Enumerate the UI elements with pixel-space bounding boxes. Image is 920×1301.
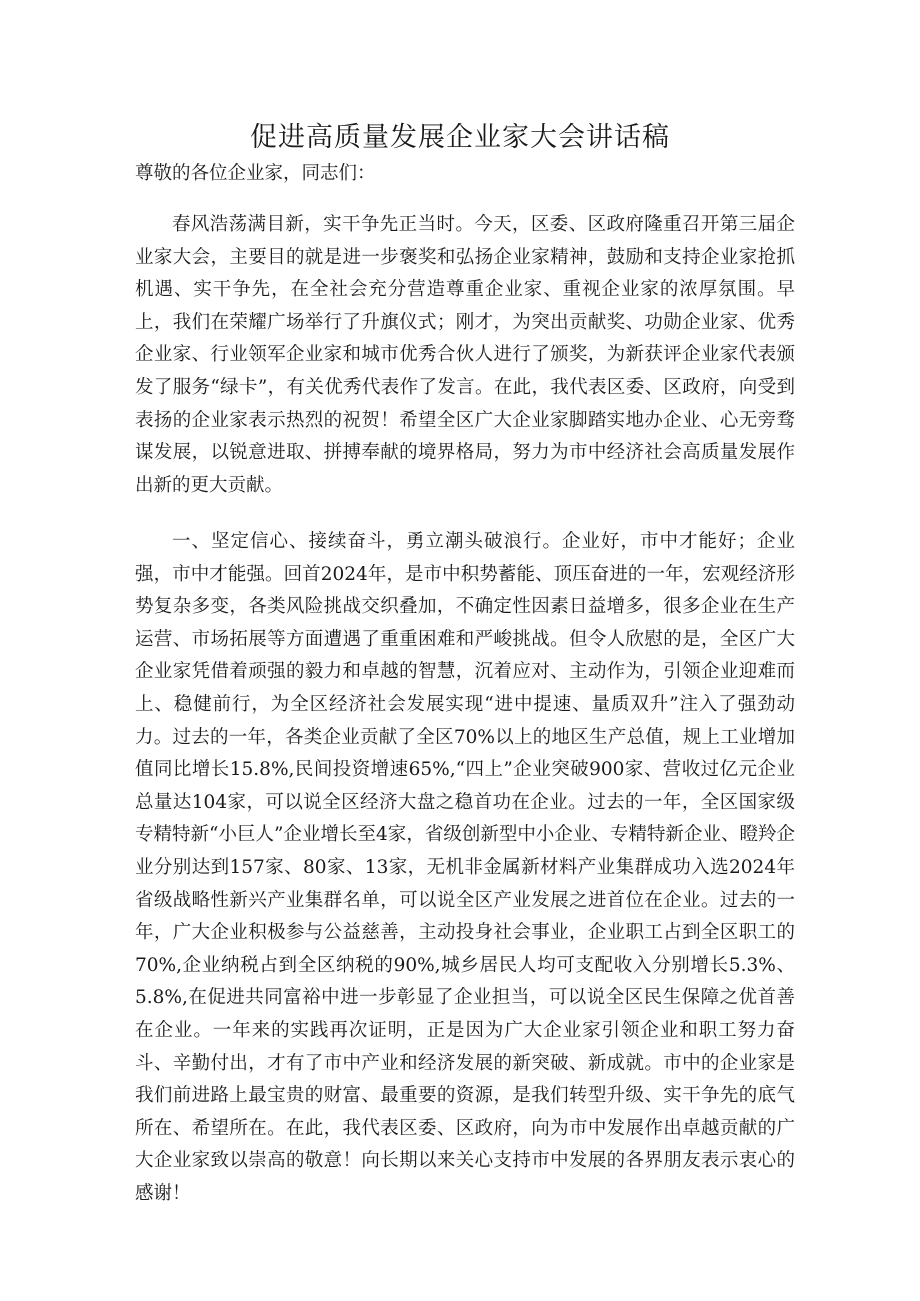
salutation: 尊敬的各位企业家，同志们： [135,163,376,184]
document-title: 促进高质量发展企业家大会讲话稿 [250,122,670,153]
paragraph-section-one: 一、坚定信心、接续奋斗，勇立潮头破浪行。企业好，市中才能好；企业强，市中才能强。回首2024年，是市中积势蓄能、顶压奋进的一年，宏观经济形势复杂多变，各类风险挑战交织叠加，不确定性因素日益增多，很多企业在生产运营、市场拓展等方面遭遇了重重困难和严峻挑战。但令人欣慰的是，全区广大企业家凭借着顽强的毅力和卓越的智慧，沉着应对、主动作为，引领企业迎难而上、稳健前行，为全区经济社会发展实现“进中提速、量质双升”注入了强劲动力。过去的一年，各类企业贡献了全区70%以上的地区生产总值，规上工业增加值同比增长15.8%,民间投资增速65%,“四上”企业突破900家、营收过亿元企业总量达104家，可以说全区经济大盘之稳首功在企业。过去的一年，全区国家级专精特新“小巨人”企业增长至4家，省级创新型中小企业、专精特新企业、瞪羚企业分别达到157家、80家、13家，无机非金属新材料产业集群成功入选2024年省级战略性新兴产业集群名单，可以说全区产业发展之进首位在企业。过去的一年，广大企业积极参与公益慈善，主动投身社会事业，企业职工占到全区职工的70%,企业纳税占到全区纳税的90%,城乡居民人均可支配收入分别增长5.3%、5.8%,在促进共同富裕中进一步彰显了企业担当，可以说全区民生保障之优首善在企业。一年来的实践再次证明，正是因为广大企业家引领企业和职工努力奋斗、辛勤付出，才有了市中产业和经济发展的新突破、新成就。市中的企业家是我们前进路上最宝贵的财富、最重要的资源，是我们转型升级、实干争先的底气所在、希望所在。在此，我代表区委、区政府，向为市中发展作出卓越贡献的广大企业家致以崇高的敬意！向长期以来关心支持市中发展的各界朋友表示衷心的感谢！ [135,531,795,1204]
paragraph-opening: 春风浩荡满目新，实干争先正当时。今天，区委、区政府隆重召开第三届企业家大会，主要目的就是进一步褒奖和弘扬企业家精神，鼓励和支持企业家抢抓机遇、实干争先，在全社会充分营造尊重企业家、重视企业家的浓厚氛围。早上，我们在荣耀广场举行了升旗仪式；刚才，为突出贡献奖、功勋企业家、优秀企业家、行业领军企业家和城市优秀合伙人进行了颁奖，为新获评企业家代表颁发了服务“绿卡”，有关优秀代表作了发言。在此，我代表区委、区政府，向受到表扬的企业家表示热烈的祝贺！希望全区广大企业家脚踏实地办企业、心无旁骛谋发展，以锐意进取、拼搏奉献的境界格局，努力为市中经济社会高质量发展作出新的更大贡献。 [135,214,795,496]
